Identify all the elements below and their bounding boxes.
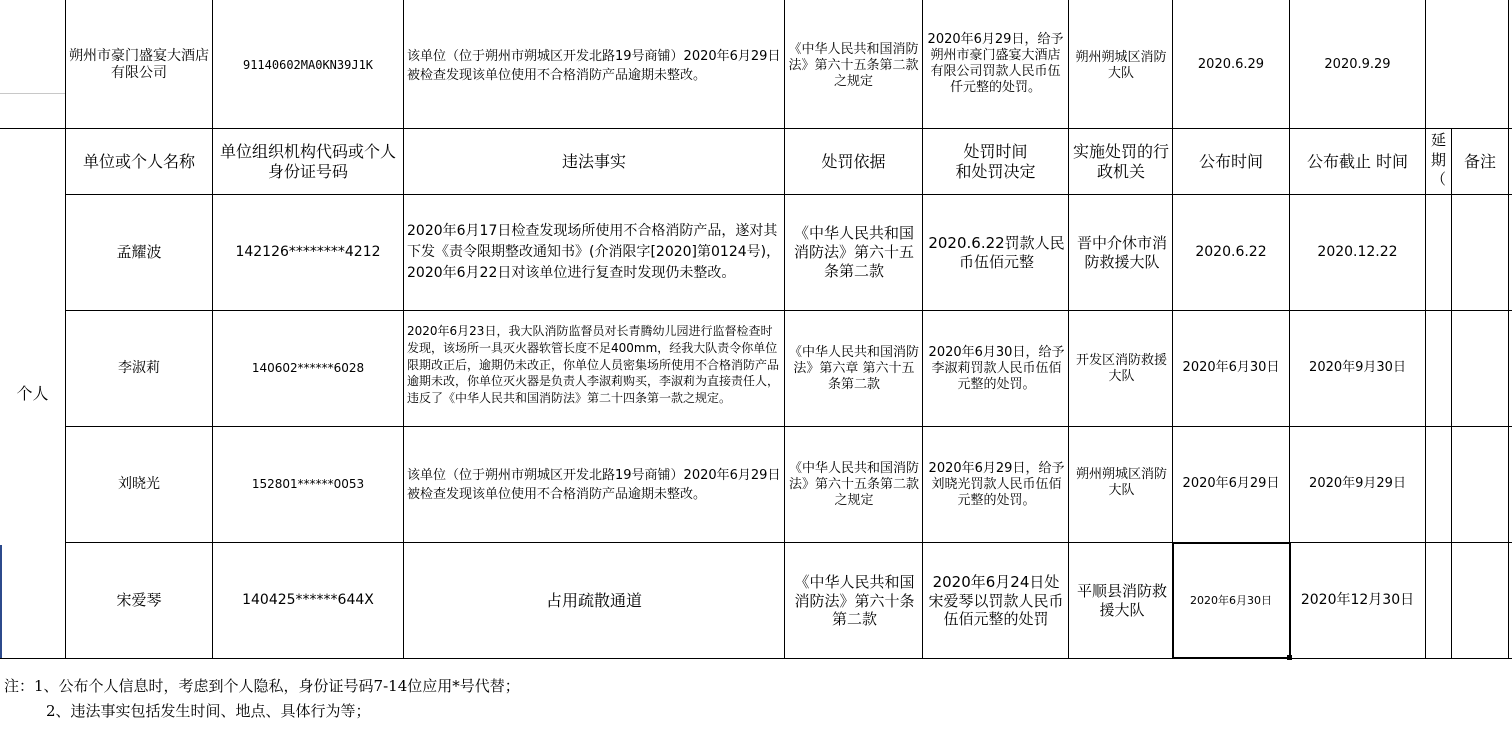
top-row-publish-date: 2020.6.29 [1197,56,1265,72]
row-2-facts: 2020年6月23日，我大队消防监督员对长青腾幼儿园进行监督检查时发现，该场所一具灭火器软管长度不足400mm，经我大队责令你单位限期改正后，逾期仍未改正，你单位人员密集场所使用不合格消防产品逾期未改，你单位灭火器是负责人李淑莉购买，李淑莉为直接责任人，违反了《中华人民共和国消防法》第二十四条第一款之规定。 [407,324,780,406]
top-row-deadline: 2020.9.29 [1324,56,1391,72]
row-4-authority: 平顺县消防救援大队 [1076,582,1167,619]
header-decision: 处罚时间 和处罚决定 [955,141,1036,181]
top-row-decision: 2020年6月29日，给予朔州市豪门盛宴大酒店有限公司罚款人民币伍仟元整的处罚。 [927,31,1064,96]
row-2-authority: 开发区消防救援大队 [1075,352,1167,384]
row-1-deadline: 2020.12.22 [1317,243,1398,260]
header-extension: 延期（ [1430,131,1446,188]
row-3-code: 152801******0053 [251,477,365,491]
row-2-deadline: 2020年9月30日 [1309,360,1406,376]
top-row-facts: 该单位（位于朔州市朔城区开发北路19号商铺）2020年6月29日被检查发现该单位使用不合格消防产品逾期未整改。 [407,48,781,83]
note-2: 2、违法事实包括发生时间、地点、具体行为等； [46,702,371,720]
row-3-decision: 2020年6月29日，给予刘晓光罚款人民币伍佰元整的处罚。 [928,460,1065,509]
row-3-authority: 朔州朔城区消防大队 [1075,466,1167,498]
header-basis: 处罚依据 [821,151,886,171]
row-3-facts: 该单位（位于朔州市朔城区开发北路19号商铺）2020年6月29日被检查发现该单位使用不合格消防产品逾期未整改。 [407,467,781,502]
row-2-basis: 《中华人民共和国消防法》第六章 第六十五条第二款 [788,344,919,393]
header-remarks: 备注 [1463,151,1496,171]
grid-line [1425,0,1426,659]
header-deadline: 公布截止 时间 [1306,151,1409,171]
grid-line [922,0,923,659]
row-1-authority: 晋中介休市消防救援大队 [1076,233,1167,271]
header-publish-date: 公布时间 [1198,151,1263,171]
header-facts: 违法事实 [561,151,626,171]
top-row-name: 朔州市豪门盛宴大酒店有限公司 [69,47,209,81]
row-3-basis: 《中华人民共和国消防法》第六十五条第二款之规定 [788,460,919,509]
row-4-name: 宋爱琴 [116,591,162,610]
row-4-publish-date[interactable]: 2020年6月30日 [1190,593,1272,607]
row-4-facts: 占用疏散通道 [545,590,642,610]
top-row-authority: 朔州朔城区消防大队 [1075,49,1167,81]
row-4-deadline: 2020年12月30日 [1300,591,1415,608]
row-4-basis: 《中华人民共和国消防法》第六十条第二款 [794,572,915,629]
grid-line [0,93,65,94]
row-2-code: 140602******6028 [251,361,365,375]
row-2-decision: 2020年6月30日，给予李淑莉罚款人民币伍佰元整的处罚。 [928,344,1065,393]
grid-line [1451,128,1452,659]
row-1-name: 孟耀波 [116,243,162,262]
row-4-code: 140425******644X [242,591,374,608]
row-2-name: 李淑莉 [118,359,160,376]
row-4-decision: 2020年6月24日处宋爱琴以罚款人民币伍佰元整的处罚 [928,572,1064,629]
row-1-basis: 《中华人民共和国消防法》第六十五条第二款 [793,224,914,280]
header-name: 单位或个人名称 [82,151,195,171]
row-2-publish-date: 2020年6月30日 [1182,360,1280,376]
top-row-code: 91140602MA0KN39J1K [242,57,374,72]
grid-line [784,0,785,659]
row-3-name: 刘晓光 [118,475,160,492]
row-3-deadline: 2020年9月29日 [1309,476,1406,492]
row-1-publish-date: 2020.6.22 [1195,243,1267,260]
grid-line [1068,0,1069,659]
row-3-publish-date: 2020年6月29日 [1182,476,1280,492]
note-1: 注：1、公布个人信息时，考虑到个人隐私，身份证号码7-14位应用*号代替； [4,677,520,695]
grid-line [1508,0,1509,659]
header-code: 单位组织机构代码或个人身份证号码 [219,141,396,181]
row-1-decision: 2020.6.22罚款人民币伍佰元整 [928,233,1065,271]
row-1-facts: 2020年6月17日检查发现场所使用不合格消防产品，遂对其下发《责令限期整改通知书》(介消限字[2020]第0124号)，2020年6月22日对该单位进行复查时发现仍未整改。 [407,223,781,281]
row-1-code: 142126********4212 [235,243,381,260]
header-authority: 实施处罚的行政机关 [1072,141,1169,181]
category-label: 个人 [16,383,49,403]
top-row-basis: 《中华人民共和国消防法》第六十五条第二款之规定 [788,41,919,90]
